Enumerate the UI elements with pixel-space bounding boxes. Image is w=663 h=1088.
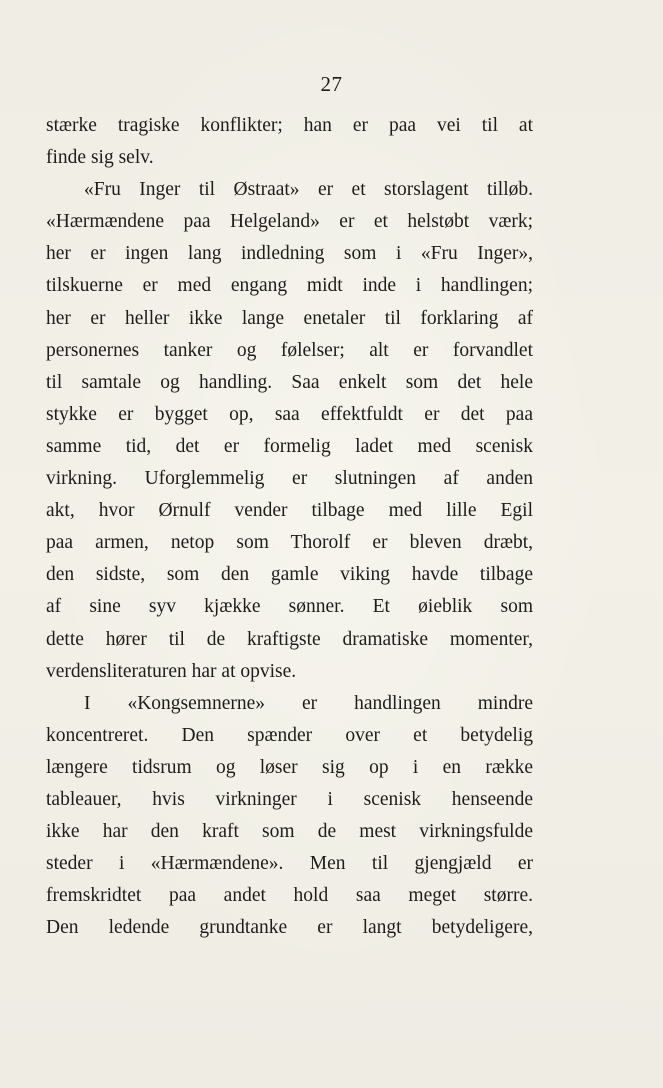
- text-line: længere tidsrum og løser sig op i en række: [46, 756, 533, 778]
- text-line: den sidste, som den gamle viking havde tilbage: [46, 564, 533, 586]
- text-line: akt, hvor Ørnulf vender tilbage med lille Egil: [46, 500, 533, 522]
- text-line: af sine syv kjække sønner. Et øieblik som: [46, 596, 533, 618]
- text-line: samme tid, det er formelig ladet med scenisk: [46, 435, 533, 457]
- text-line: «Hærmændene paa Helgeland» er et helstøbt værk;: [46, 211, 533, 233]
- text-line: virkning. Uforglemmelig er slutningen af anden: [46, 468, 533, 490]
- text-line: stykke er bygget op, saa effektfuldt er det paa: [46, 403, 533, 425]
- text-line: steder i «Hærmændene». Men til gjengjæld er: [46, 853, 533, 875]
- text-line: «Fru Inger til Østraat» er et storslagent tilløb.: [84, 179, 533, 201]
- text-line: fremskridtet paa andet hold saa meget større.: [46, 885, 533, 907]
- text-line: Den ledende grundtanke er langt betydeligere,: [46, 917, 533, 939]
- text-line: verdensliteraturen har at opvise.: [46, 660, 297, 682]
- text-line: her er ingen lang indledning som i «Fru Inger»,: [46, 243, 533, 265]
- text-line: paa armen, netop som Thorolf er bleven dræbt,: [46, 532, 533, 554]
- text-line: stærke tragiske konflikter; han er paa vei til at: [46, 115, 533, 136]
- text-line: koncentreret. Den spænder over et betydelig: [46, 724, 533, 746]
- page-number: 27: [320, 72, 343, 96]
- text-line: dette hører til de kraftigste dramatiske momenter,: [46, 628, 533, 650]
- text-line: personernes tanker og følelser; alt er forvandlet: [46, 339, 533, 361]
- text-line: finde sig selv.: [46, 147, 154, 169]
- text-line: I «Kongsemnerne» er handlingen mindre: [84, 692, 533, 714]
- text-line: tableauer, hvis virkninger i scenisk henseende: [46, 788, 533, 810]
- text-line: tilskuerne er med engang midt inde i handlingen;: [46, 275, 533, 297]
- text-line: til samtale og handling. Saa enkelt som det hele: [46, 371, 533, 393]
- text-line: her er heller ikke lange enetaler til forklaring af: [46, 307, 533, 329]
- body-text: [46, 110, 533, 944]
- text-line: ikke har den kraft som de mest virkningsfulde: [46, 821, 533, 843]
